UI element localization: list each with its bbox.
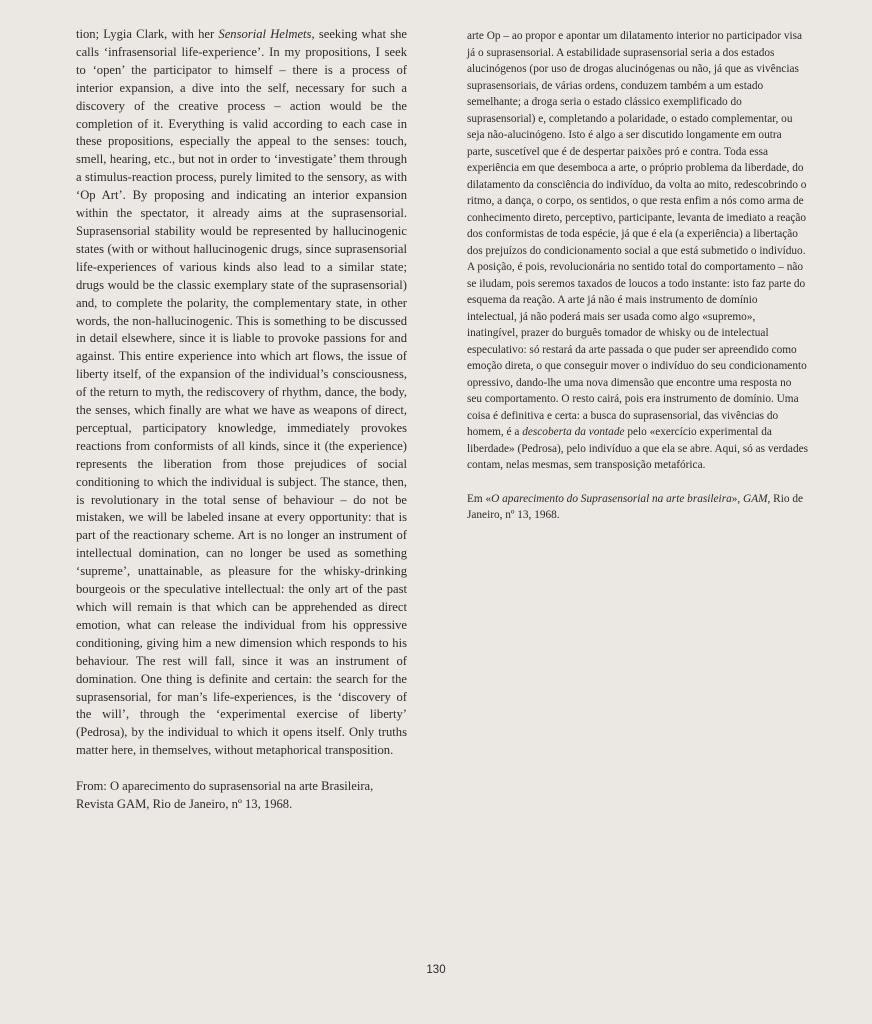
cited-journal-name: GAM: [743, 492, 768, 505]
emphasis-descoberta-da-vontade: descoberta da vontade: [522, 426, 625, 439]
portuguese-source-citation: Em «O aparecimento do Suprasensorial na arte brasileira», GAM, Rio de Janeiro, nº 13, 1968.: [467, 492, 803, 522]
english-source-citation: From: O aparecimento do suprasensorial na arte Brasileira, Revista GAM, Rio de Janeiro, nº 13, 1968.: [76, 779, 374, 812]
english-text-column: [76, 26, 407, 814]
cited-article-title: O aparecimento do Suprasensorial na arte brasileira: [491, 492, 732, 505]
english-body-paragraph: tion; Lygia Clark, with her Sensorial Helmets, seeking what she calls ‘infrasensorial life-experience’. In my propositions, I seek to ‘open’ the participator to himself – there is a process of interior expansion, a dive into the self, necessary for such a discovery of the creative process – action would be the completion of it. Everything is valid according to each case in these propositions, especially the appeal to the senses: touch, smell, hearing, etc., but not in order to ‘investigate’ them through a stimulus-reaction process, purely limited to the sensory, as with ‘Op Art’. By proposing and indicating an interior expansion within the spectator, it already aims at the suprasensorial. Suprasensorial stability would be represented by hallucinogenic states (with or without hallucinogenic drugs, since suprasensorial life-experiences of various kinds also lead to a similar state; drugs would be the classic exemplary state of the suprasensorial) and, to complete the polarity, the complementary state, in other words, the non-hallucinogenic. This is something to be discussed in detail elsewhere, since it is liable to provoke passions for and against. This entire experience into which art flows, the issue of liberty itself, of the expansion of the individual’s consciousness, of the return to myth, the rediscovery of rhythm, dance, the body, the senses, which finally are what we have as weapons of direct, perceptual, participatory knowledge, immediately provokes reactions from conformists of all kinds, since it (the experience) represents the liberation from those prejudices of social conditioning to which the individual is subject. The stance, then, is revolutionary in the total sense of behaviour – do not be mistaken, we will be labeled insane at every opportunity: that is part of the reactionary scheme. Art is no longer an instrument of intellectual domination, can no longer be used as something ‘supreme’, unattainable, as pleasure for the whisky-drinking bourgeois or the speculative intellectual: the only art of the past which will remain is that which can be apprehended as direct emotion, what can release the individual from his oppressive conditioning, giving him a new dimension which responds to his behaviour. The rest will fall, since it was an instrument of domination. One thing is definite and certain: the search for the suprasensorial, for man’s life-experiences, is the ‘discovery of the will’, through the ‘experimental exercise of liberty’ (Pedrosa), by the individual to which it opens itself. Only truths matter here, in themselves, without metaphorical transposition.: [76, 27, 407, 758]
portuguese-text-column: [467, 28, 809, 524]
artwork-title-sensorial-helmets: Sensorial Helmets: [218, 27, 312, 41]
page-number: 130: [426, 964, 446, 976]
portuguese-body-paragraph: arte Op – ao propor e apontar um dilatamento interior no participador visa já o suprasensorial. A estabilidade suprasensorial seria a dos estados alucinógenos (por uso de drogas alucinógenas ou não, já que as vivências suprasensoriais, de várias ordens, conduzem também a um estado semelhante; a droga seria o estado clássico exemplificado do suprasensorial) e, completando a polaridade, o estado complementar, ou seja não-alucinógeno. Isto é algo a ser discutido longamente em outra parte, suscetível que é de despertar paixões pró e contra. Toda essa experiência em que desemboca a arte, o próprio problema da liberdade, do dilatamento da consciência do indivíduo, da volta ao mito, redescobrindo o ritmo, a dança, o corpo, os sentidos, o que resta enfim a nós como arma de conhecimento direto, perceptivo, participante, levanta de imediato a reação dos conformistas de toda espécie, já que é ela (a experiência) a libertação dos prejuízos do condicionamento social a que está submetido o indivíduo. A posição, é pois, revolucionária no sentido total do comportamento – não se iludam, pois seremos taxados de loucos a todo instante: isto faz parte do esquema da reação. A arte já não é mais instrumento de domínio intelectual, já não poderá mais ser usada como algo «supremo», inatingível, prazer do burguês tomador de whisky ou de intelectual especulativo: só restará da arte passada o que puder ser apreendido como emoção direta, o que conseguir mover o indivíduo do seu condicionamento opressivo, dando-lhe uma nova dimensão que encontre uma resposta no seu comportamento. O resto cairá, pois era instrumento de domínio. Uma coisa é definitiva e certa: a busca do suprasensorial, das vivências do homem, é a descoberta da vontade pelo «exercício experimental da liberdade» (Pedrosa), pelo indivíduo a que ela se abre. Aqui, só as verdades contam, nelas mesmas, sem transposição metafórica.: [467, 30, 808, 472]
